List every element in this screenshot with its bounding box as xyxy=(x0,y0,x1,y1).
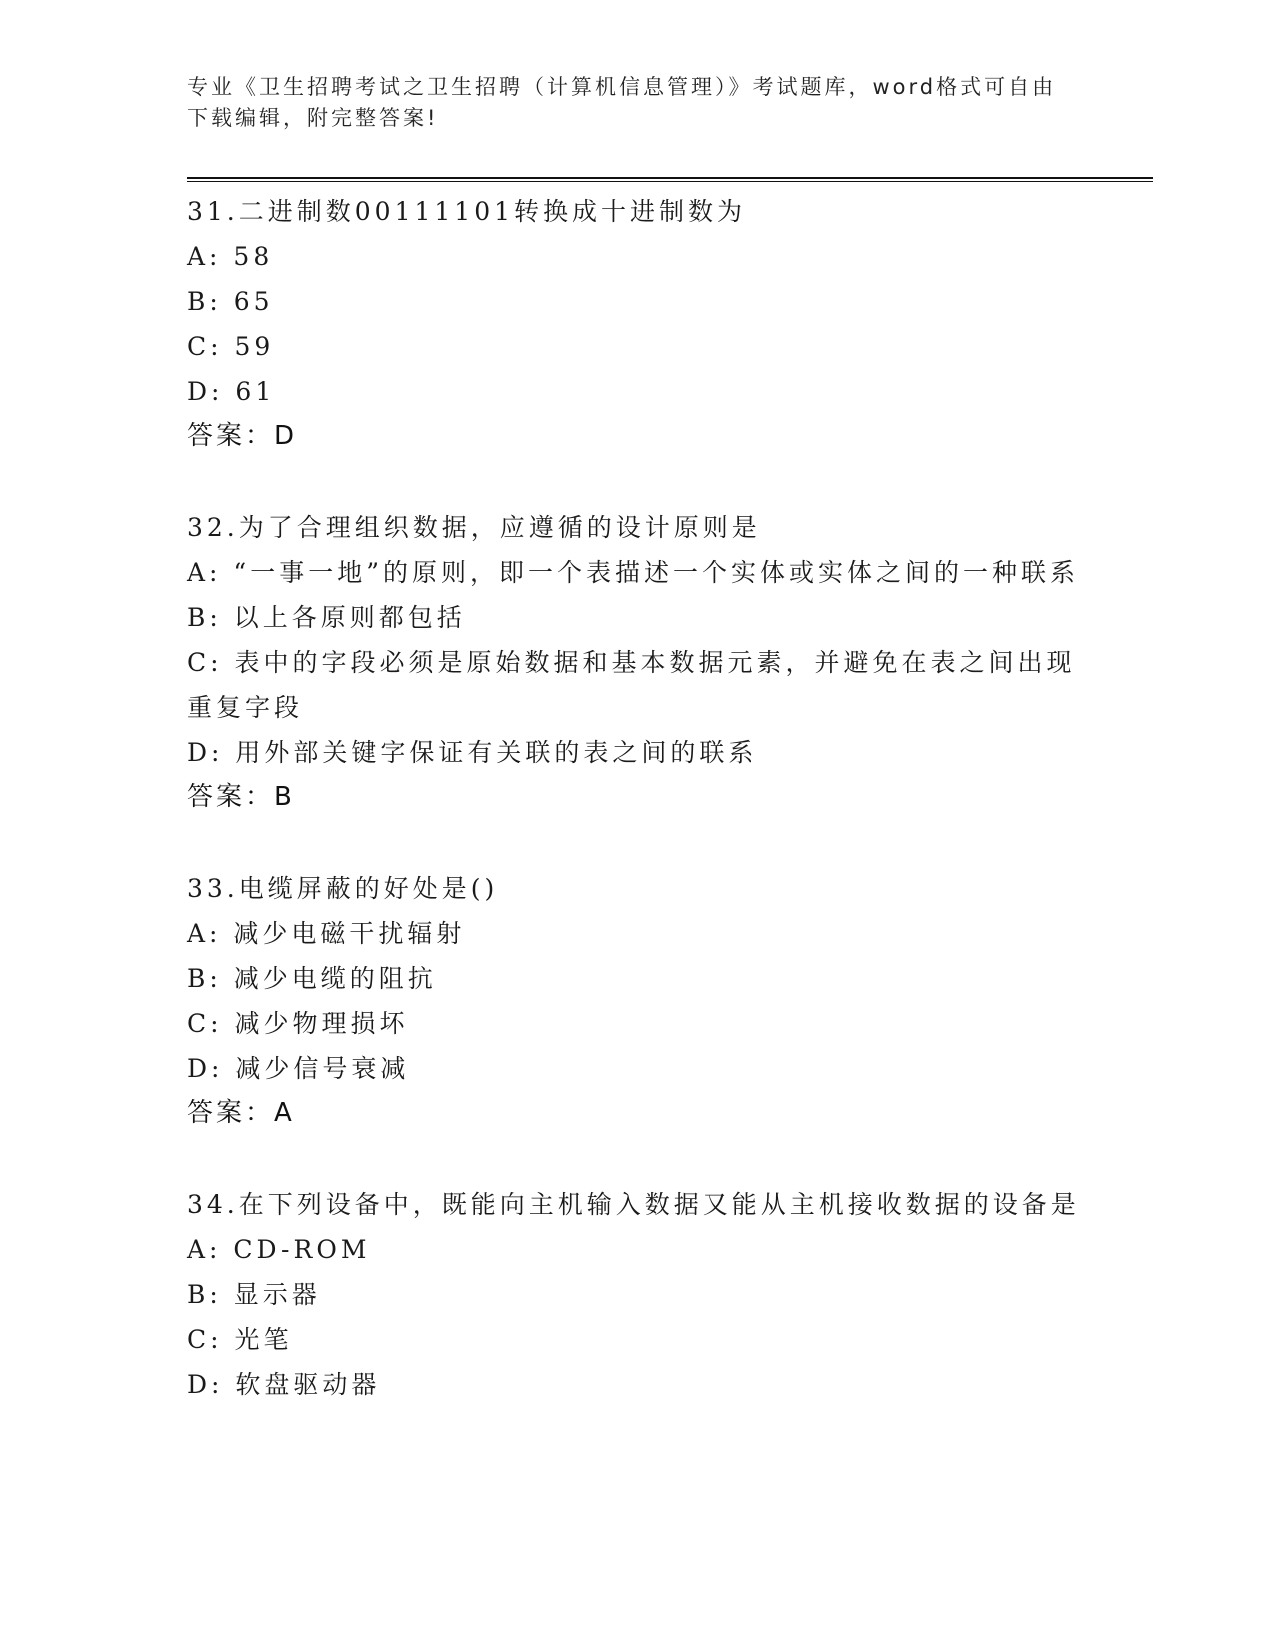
option-a: A: “一事一地”的原则，即一个表描述一个实体或实体之间的一种联系 xyxy=(187,558,1079,587)
option-b: B: 65 xyxy=(187,287,274,316)
option-d: D: 软盘驱动器 xyxy=(187,1370,381,1399)
answer-label: 答案：B xyxy=(187,782,295,812)
option-c: C: 59 xyxy=(187,332,275,361)
question-stem: 33.电缆屏蔽的好处是() xyxy=(187,874,499,903)
question-34 xyxy=(187,1182,1087,1407)
question-gap xyxy=(187,820,1087,866)
header-divider xyxy=(187,177,1153,182)
question-gap xyxy=(187,1136,1087,1182)
answer-label: 答案：A xyxy=(187,1098,295,1128)
question-stem: 34.在下列设备中，既能向主机输入数据又能从主机接收数据的设备是 xyxy=(187,1190,1080,1219)
option-d: D: 用外部关键字保证有关联的表之间的联系 xyxy=(187,738,758,767)
question-stem: 31.二进制数00111101转换成十进制数为 xyxy=(187,197,747,226)
option-a: A: 58 xyxy=(187,242,274,271)
answer-label: 答案：D xyxy=(187,421,298,451)
option-d: D: 61 xyxy=(187,377,276,406)
option-b: B: 显示器 xyxy=(187,1280,321,1309)
question-stem: 32.为了合理组织数据，应遵循的设计原则是 xyxy=(187,513,761,542)
question-32 xyxy=(187,505,1087,820)
option-c: C: 减少物理损坏 xyxy=(187,1009,409,1038)
option-c: C: 表中的字段必须是原始数据和基本数据元素，并避免在表之间出现重复字段 xyxy=(187,648,1076,722)
option-d: D: 减少信号衰减 xyxy=(187,1054,410,1083)
option-a: A: CD-ROM xyxy=(187,1235,371,1264)
option-b: B: 减少电缆的阻抗 xyxy=(187,964,437,993)
option-a: A: 减少电磁干扰辐射 xyxy=(187,919,466,948)
document-header: 专业《卫生招聘考试之卫生招聘（计算机信息管理）》考试题库，word格式可自由下载编辑，附完整答案! xyxy=(187,75,1057,130)
option-c: C: 光笔 xyxy=(187,1325,293,1354)
question-gap xyxy=(187,459,1087,505)
question-31 xyxy=(187,189,1087,459)
question-list xyxy=(187,189,1087,1407)
question-33 xyxy=(187,866,1087,1136)
option-b: B: 以上各原则都包括 xyxy=(187,603,466,632)
